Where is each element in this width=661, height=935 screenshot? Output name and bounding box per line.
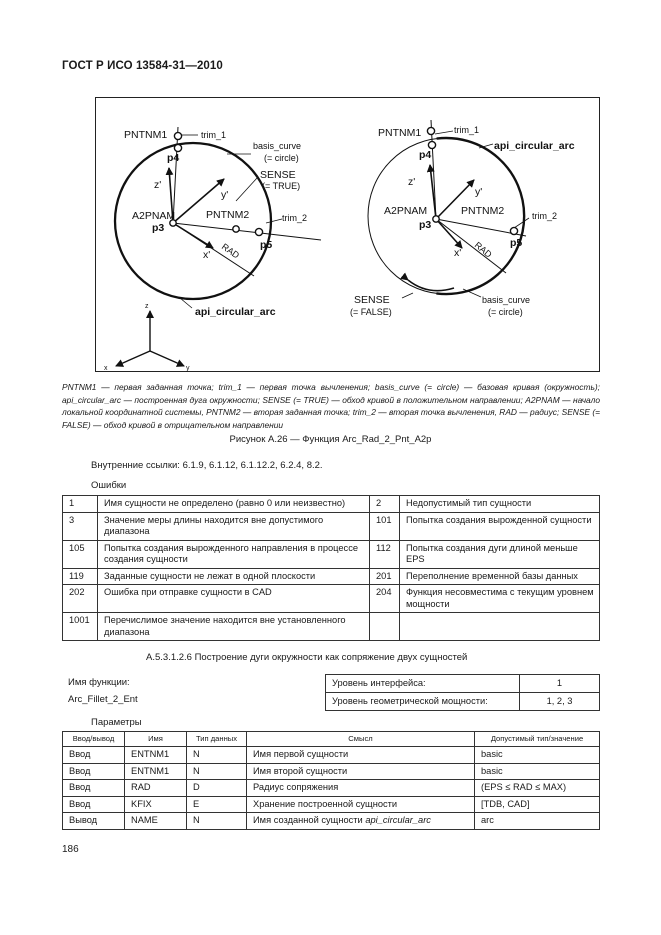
error-row <box>63 496 600 513</box>
params-row <box>63 813 600 830</box>
params-column-header: Смысл <box>247 732 475 747</box>
params-row <box>63 763 600 780</box>
right-diagram <box>350 120 575 317</box>
label-pntnm1-right: PNTNM1 <box>378 127 422 139</box>
param-allowed: basic <box>475 747 600 764</box>
param-meaning: Имя второй сущности <box>247 763 475 780</box>
label-basis-curve-sub: (= circle) <box>264 153 299 163</box>
label-y-prime-right: y' <box>475 186 483 198</box>
label-p3: p3 <box>152 222 165 234</box>
param-allowed: (EPS ≤ RAD ≤ MAX) <box>475 780 600 797</box>
label-y-prime: y' <box>221 189 229 201</box>
params-column-header: Ввод/вывод <box>63 732 125 747</box>
param-meaning: Радиус сопряжения <box>247 780 475 797</box>
error-code: 101 <box>370 512 400 540</box>
error-description: Попытка создания вырожденной сущности <box>400 512 600 540</box>
axis-z-label: z <box>145 303 149 310</box>
error-code: 204 <box>370 585 400 613</box>
param-direction: Ввод <box>63 796 125 813</box>
label-z-prime-right: z' <box>408 176 416 188</box>
interface-table <box>325 674 600 711</box>
param-allowed: basic <box>475 763 600 780</box>
param-meaning: Имя первой сущности <box>247 747 475 764</box>
param-type: N <box>187 813 247 830</box>
error-row <box>63 585 600 613</box>
params-label: Параметры <box>91 717 142 728</box>
label-api-circular-arc-right: api_circular_arc <box>494 140 575 152</box>
label-pntnm1: PNTNM1 <box>124 129 168 141</box>
label-pntnm2: PNTNM2 <box>206 209 250 221</box>
internal-refs: Внутренние ссылки: 6.1.9, 6.1.12, 6.1.12.2, 6.2.4, 8.2. <box>91 460 323 471</box>
section-heading: А.5.3.1.2.6 Построение дуги окружности как сопряжение двух сущностей <box>146 652 468 663</box>
interface-label: Уровень геометрической мощности: <box>326 693 520 711</box>
label-rad: RAD <box>219 241 242 261</box>
figure-legend <box>62 381 600 431</box>
params-table <box>62 731 600 830</box>
error-description: Недопустимый тип сущности <box>400 496 600 513</box>
error-description <box>400 613 600 641</box>
param-direction: Ввод <box>63 747 125 764</box>
params-column-header: Имя <box>125 732 187 747</box>
interface-value: 1 <box>520 675 600 693</box>
error-code: 105 <box>63 540 98 568</box>
param-direction: Ввод <box>63 780 125 797</box>
figure-drawing <box>96 98 601 373</box>
label-p4-right: p4 <box>419 149 432 161</box>
label-trim2-right: trim_2 <box>532 211 558 221</box>
error-description: Ошибка при отправке сущности в CAD <box>98 585 370 613</box>
param-name: KFIX <box>125 796 187 813</box>
error-description: Заданные сущности не лежат в одной плоскости <box>98 568 370 585</box>
label-basis-curve-sub-right: (= circle) <box>488 307 523 317</box>
label-rad-right: RAD <box>472 239 494 260</box>
error-code: 119 <box>63 568 98 585</box>
param-allowed: [TDB, CAD] <box>475 796 600 813</box>
param-allowed: arc <box>475 813 600 830</box>
interface-row <box>326 693 600 711</box>
error-code: 202 <box>63 585 98 613</box>
figure-legend-text: PNTNM1 — первая заданная точка; trim_1 — первая точка вычленения; basis_curve (= circle) — базовая кривая (окружность); api_circular_arc — построенная дуга окружности; SENSE (= TRUE) — обход кривой в положительном направлении; A2PNAM — начало локальной координатной системы, PNTNM2 — вторая заданная точка; trim_2 — вторая точка вычленения, RAD — радиус; SENSE (= FALSE) — обход кривой в отрицательном направлении <box>62 382 601 430</box>
param-name: ENTNM1 <box>125 763 187 780</box>
label-basis-curve: basis_curve <box>253 141 302 151</box>
param-type: D <box>187 780 247 797</box>
interface-label: Уровень интерфейса: <box>326 675 520 693</box>
label-sense-right: SENSE <box>354 294 390 306</box>
error-code: 1 <box>63 496 98 513</box>
error-description: Попытка создания дуги длиной меньше EPS <box>400 540 600 568</box>
axis-x-label: x <box>104 365 108 372</box>
label-p3-right: p3 <box>419 219 432 231</box>
error-description: Значение меры длины находится вне допустимого диапазона <box>98 512 370 540</box>
params-column-header: Тип данных <box>187 732 247 747</box>
error-code: 112 <box>370 540 400 568</box>
interface-value: 1, 2, 3 <box>520 693 600 711</box>
params-row <box>63 780 600 797</box>
label-trim1-right: trim_1 <box>454 125 480 135</box>
label-sense-sub-right: (= FALSE) <box>350 307 392 317</box>
figure-a26 <box>95 97 600 372</box>
error-row <box>63 613 600 641</box>
param-meaning: Имя созданной сущности api_circular_arc <box>247 813 475 830</box>
label-sense-sub: (= TRUE) <box>262 181 301 191</box>
param-meaning: Хранение построенной сущности <box>247 796 475 813</box>
label-a2pnam-right: A2PNAM <box>384 205 428 217</box>
errors-label: Ошибки <box>91 480 127 491</box>
param-name: RAD <box>125 780 187 797</box>
label-trim1: trim_1 <box>201 130 227 140</box>
error-row <box>63 540 600 568</box>
params-column-header: Допустимый тип/значение <box>475 732 600 747</box>
label-sense: SENSE <box>260 169 296 181</box>
error-description: Попытка создания вырожденного направления в процессе создания сущности <box>98 540 370 568</box>
params-header-row <box>63 732 600 747</box>
label-trim2: trim_2 <box>282 213 308 223</box>
param-type: N <box>187 763 247 780</box>
param-direction: Ввод <box>63 763 125 780</box>
param-type: E <box>187 796 247 813</box>
label-p5: p5 <box>260 239 273 251</box>
figure-title: Рисунок А.26 — Функция Arc_Rad_2_Pnt_A2p <box>229 434 432 445</box>
error-code: 1001 <box>63 613 98 641</box>
params-row <box>63 796 600 813</box>
error-description: Функция несовместима с текущим уровнем мощности <box>400 585 600 613</box>
error-code: 2 <box>370 496 400 513</box>
param-direction: Вывод <box>63 813 125 830</box>
error-code <box>370 613 400 641</box>
error-description: Перечислимое значение находится вне установленного диапазона <box>98 613 370 641</box>
error-row <box>63 568 600 585</box>
error-description: Переполнение временной базы данных <box>400 568 600 585</box>
label-p5-right: p5 <box>510 237 523 249</box>
label-z-prime: z' <box>154 179 162 191</box>
param-name: ENTNM1 <box>125 747 187 764</box>
errors-table <box>62 495 600 641</box>
label-basis-curve-right: basis_curve <box>482 295 531 305</box>
error-code: 3 <box>63 512 98 540</box>
label-x-prime-right: x' <box>454 247 462 259</box>
param-name: NAME <box>125 813 187 830</box>
param-meaning-identifier: api_circular_arc <box>365 815 431 825</box>
function-name-label: Имя функции: <box>68 677 130 688</box>
error-description: Имя сущности не определено (равно 0 или неизвестно) <box>98 496 370 513</box>
interface-row <box>326 675 600 693</box>
error-row <box>63 512 600 540</box>
function-name: Arc_Fillet_2_Ent <box>68 694 138 705</box>
error-code: 201 <box>370 568 400 585</box>
left-diagram <box>104 127 321 372</box>
label-a2pnam: A2PNAM <box>132 210 176 222</box>
label-api-circular-arc: api_circular_arc <box>195 306 276 318</box>
page-number: 186 <box>62 844 79 855</box>
params-row <box>63 747 600 764</box>
label-x-prime: x' <box>203 249 211 261</box>
axis-y-label: y <box>186 365 190 372</box>
label-p4: p4 <box>167 152 180 164</box>
param-type: N <box>187 747 247 764</box>
document-header: ГОСТ Р ИСО 13584-31—2010 <box>62 60 223 72</box>
label-pntnm2-right: PNTNM2 <box>461 205 505 217</box>
